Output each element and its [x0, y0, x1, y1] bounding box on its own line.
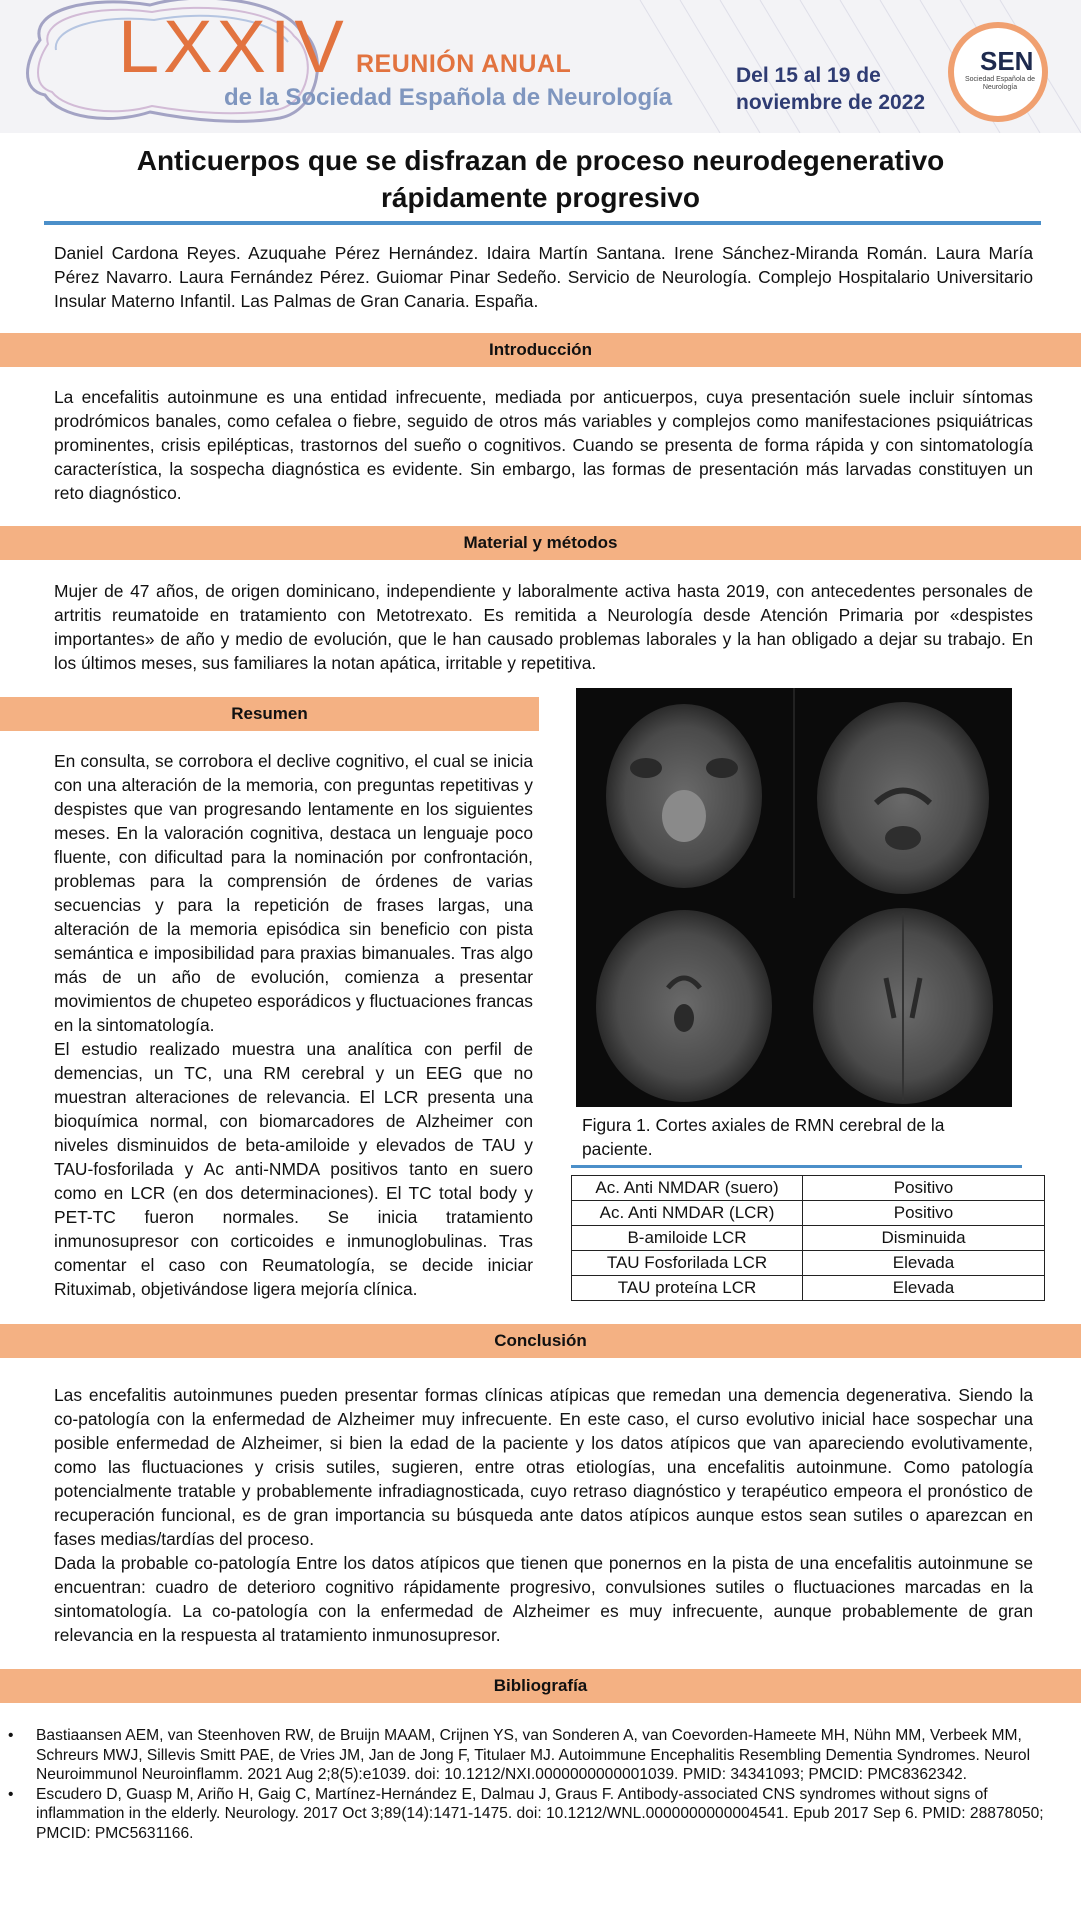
section-heading-methods: Material y métodos	[0, 526, 1081, 560]
summary-paragraph-1: En consulta, se corrobora el declive cognitivo, el cual se inicia con una alteración de la memoria, con preguntas repetitivas y despistes que van progresando lentamente en los siguientes meses. En la valoración cognitiva, destaca un lenguaje poco fluente, con dificultad para la nominación por confrontación, problemas para la comprensión de órdenes de varias secuencias y para la repetición de frases largas, una alteración de la memoria episódica sin beneficio con pista semántica e imposibilidad para praxias bimanuales. Tras algo más de un año de evolución, comienza a presentar movimientos de chupeteo esporádicos y fluctuaciones francas en la sintomatología.	[54, 751, 533, 1035]
summary-text	[54, 749, 533, 1301]
sen-logo-text: SEN	[980, 46, 1034, 76]
bibliography-item: • Escudero D, Guasp M, Ariño H, Gaig C, Martínez-Hernández E, Dalmau J, Graus F. Antibody-associated CNS syndromes without signs of inflammation in the elderly. Neurology. 2017 Oct 3;89(14):1471-1475. doi: 10.1212/WNL.0000000000004541. Epub 2017 Sep 6. PMID: 28878050; PMCID: PMC5631166.	[22, 1785, 1067, 1844]
table-row	[572, 1201, 1045, 1226]
poster-title: Anticuerpos que se disfrazan de proceso neurodegenerativo rápidamente progresivo	[136, 145, 945, 213]
test-result-cell: Positivo	[803, 1176, 1045, 1201]
section-heading-summary: Resumen	[0, 697, 539, 731]
section-heading-intro: Introducción	[0, 333, 1081, 367]
test-result-cell: Elevada	[803, 1251, 1045, 1276]
bibliography-list	[22, 1726, 1067, 1843]
figure-divider	[571, 1165, 1022, 1168]
results-table	[571, 1175, 1045, 1301]
section-heading-conclusion: Conclusión	[0, 1324, 1081, 1358]
mri-brain-scans-image	[576, 688, 1012, 1107]
bibliography-item: • Bastiaansen AEM, van Steenhoven RW, de Bruijn MAAM, Crijnen YS, van Sonderen A, van Coevorden-Hameete MH, Nühn MM, Verbeek MM, Schreurs MWJ, Sillevis Smitt PAE, de Vries JM, Jan de Jong F, Titulaer MJ. Autoimmune Encephalitis Resembling Dementia Syndromes. Neurol Neuroimmunol Neuroinflamm. 2021 Aug 2;8(5):e1039. doi: 10.1212/NXI.0000000000001039. PMID: 34341093; PMCID: PMC8362342.	[22, 1726, 1067, 1785]
meeting-title: REUNIÓN ANUAL	[356, 50, 572, 78]
summary-paragraph-2: El estudio realizado muestra una analítica con perfil de demencias, un TC, una RM cerebral y un EEG que no muestran alteraciones de relevancia. El LCR presenta una bioquímica normal, con biomarcadores de Alzheimer con niveles disminuidos de beta-amiloide y elevados de TAU y TAU-fosforilada y Ac anti-NMDA positivos tanto en suero como en LCR (en dos determinaciones). El TC total body y PET-TC fueron normales. Se inicia tratamiento inmunosupresor con corticoides e inmunoglobulinas. Tras comentar el caso con Reumatología, se decide iniciar Rituximab, objetivándose ligera mejoría clínica.	[54, 1039, 533, 1299]
conclusion-paragraph-1: Las encefalitis autoinmunes pueden presentar formas clínicas atípicas que remedan una demencia degenerativa. Siendo la co-patología con la enfermedad de Alzheimer muy infrecuente. En este caso, el curso evolutivo inicial hace sospechar una posible enfermedad de Alzheimer, si bien la edad de la paciente y los datos atípicos que van apareciendo evolutivamente, como las fluctuaciones y crisis sutiles, sugieren, entre otras etiologías, una encefalitis autoinmune. Como patología potencialmente tratable y probablemente infradiagnosticada, cuyo retraso diagnóstico y terapéutico empeora el pronóstico de recuperación funcional, es de gran importancia su búsqueda ante datos atípicos aunque estos sean sutiles o aparezcan en fases medias/tardías del proceso.	[54, 1385, 1033, 1549]
conclusion-text	[54, 1383, 1033, 1647]
methods-text: Mujer de 47 años, de origen dominicano, independiente y laboralmente activa hasta 2019, con antecedentes personales de artritis reumatoide en tratamiento con Metotrexato. Es remitida a Neurología desde Atención Primaria por «despistes importantes» de año y medio de evolución, que le han causado problemas laborales y la han obligado a dejar su trabajo. En los últimos meses, sus familiares la notan apática, irritable y repetitiva.	[54, 581, 1033, 673]
test-result-cell: Positivo	[803, 1201, 1045, 1226]
meeting-dates: Del 15 al 19 de noviembre de 2022	[736, 64, 926, 114]
authors: Daniel Cardona Reyes. Azuquahe Pérez Hernández. Idaira Martín Santana. Irene Sánchez-Miranda Román. Laura María Pérez Navarro. Laura Fernández Pérez. Guiomar Pinar Sedeño. Servicio de Neurología. Complejo Hospitalario Universitario Insular Materno Infantil. Las Palmas de Gran Canaria. España.	[54, 243, 1033, 311]
test-name-cell: Ac. Anti NMDAR (suero)	[572, 1176, 803, 1201]
meeting-number: LXXIV	[118, 5, 348, 88]
test-result-cell: Elevada	[803, 1276, 1045, 1301]
section-heading-bibliography: Bibliografía	[0, 1669, 1081, 1703]
test-name-cell: B-amiloide LCR	[572, 1226, 803, 1251]
conclusion-paragraph-2: Dada la probable co-patología Entre los datos atípicos que tienen que ponernos en la pista de una encefalitis autoinmune se encuentran: cuadro de deterioro cognitivo rápidamente progresivo, convulsiones sutiles o fluctuaciones marcadas en la sintomatología. La co-patología con la enfermedad de Alzheimer es muy infrecuente, aunque probablemente de gran relevancia en la respuesta al tratamiento inmunosupresor.	[54, 1553, 1033, 1645]
intro-text: La encefalitis autoinmune es una entidad infrecuente, mediada por anticuerpos, cuya presentación suele incluir síntomas prodrómicos banales, como cefalea o fiebre, seguido de otros más variables y complejos como manifestaciones psiquiátricas prominentes, crisis epilépticas, trastornos del sueño o cognitivos. Cuando se presenta de forma rápida y con sintomatología característica, la sospecha diagnóstica es evidente. Sin embargo, las formas de presentación más larvadas constituyen un reto diagnóstico.	[54, 387, 1033, 503]
society-name: de la Sociedad Española de Neurología	[224, 84, 673, 111]
poster-header	[0, 0, 1081, 133]
test-result-cell: Disminuida	[803, 1226, 1045, 1251]
test-name-cell: TAU Fosforilada LCR	[572, 1251, 803, 1276]
table-row	[572, 1226, 1045, 1251]
table-row	[572, 1276, 1045, 1301]
sen-logo-subtext: Sociedad Española de Neurología	[964, 76, 1036, 91]
figure-caption: Figura 1. Cortes axiales de RMN cerebral de la paciente.	[582, 1115, 945, 1159]
test-name-cell: TAU proteína LCR	[572, 1276, 803, 1301]
test-name-cell: Ac. Anti NMDAR (LCR)	[572, 1201, 803, 1226]
title-divider	[44, 221, 1041, 225]
mri-figure	[576, 688, 1012, 1107]
table-row	[572, 1176, 1045, 1201]
table-row	[572, 1251, 1045, 1276]
